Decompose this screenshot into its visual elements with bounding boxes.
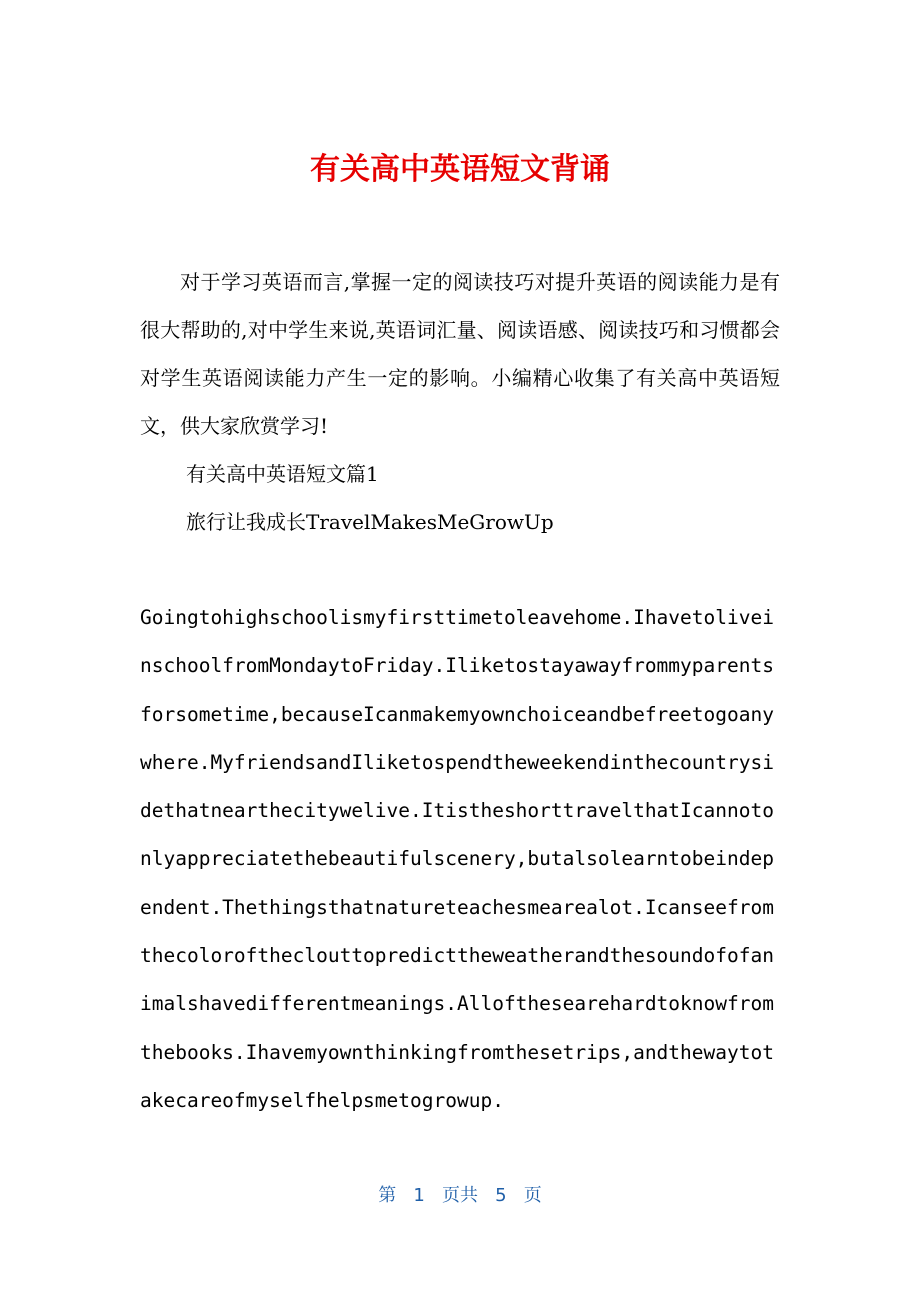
- essay-title: 旅行让我成长TravelMakesMeGrowUp: [186, 510, 554, 534]
- essay-body: Goingtohighschoolismyfirsttimetoleavehome.IhavetoliveinschoolfromMondaytoFriday.Iliketostayawayfrommyparentsforsometime,becauseIcanmakemyownchoiceandbefreetogoanywhere.MyfriendsandIliketospendtheweekendinthecountrysidethatnearthecitywelive.ItistheshorttravelthatIcannotonlyappreciatethebeautifulscenery,butalsolearntobeindependent.Thethingsthatnatureteachesmearealot.Icanseefromthecoloroftheclouttopredicttheweatherandthesoundofofanimalshavedifferentmeanings.Allofthesearehardtoknowfromthebooks.Ihavemyownthinkingfromthesetrips,andthewaytotakecareofmyselfhelpsmetogrowup.: [140, 606, 774, 1112]
- footer-middle: 页共: [442, 1185, 478, 1206]
- footer-page-number: 1: [413, 1185, 425, 1206]
- document-title: 有关高中英语短文背诵: [310, 152, 610, 187]
- page-footer: [0, 1182, 920, 1210]
- footer-prefix: 第: [378, 1185, 397, 1206]
- intro-paragraph: 对于学习英语而言,掌握一定的阅读技巧对提升英语的阅读能力是有很大帮助的,对中学生来说,英语词汇量、阅读语感、阅读技巧和习惯都会对学生英语阅读能力产生一定的影响。小编精心收集了有关高中英语短文，供大家欣赏学习!: [140, 270, 780, 438]
- section-heading: 有关高中英语短文篇1: [186, 462, 379, 486]
- footer-total-pages: 5: [495, 1185, 507, 1206]
- footer-suffix: 页: [523, 1185, 542, 1206]
